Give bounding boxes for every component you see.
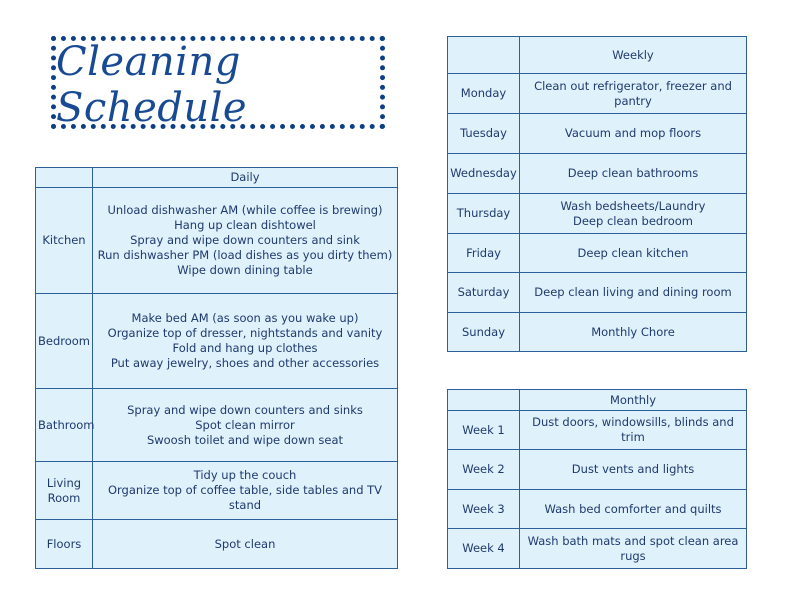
task-line: Tidy up the couch — [193, 468, 297, 482]
week-label: Week 2 — [448, 450, 520, 490]
week-label: Week 1 — [448, 411, 520, 450]
monthly-row — [448, 529, 747, 569]
weekly-task — [520, 273, 747, 313]
task-line: Unload dishwasher AM (while coffee is brewing) — [107, 203, 383, 217]
task-line: Wipe down dining table — [177, 263, 313, 277]
weekday-label: Wednesday — [448, 154, 520, 194]
monthly-task — [520, 490, 747, 529]
task-line: Swoosh toilet and wipe down seat — [146, 432, 344, 447]
task-line: Spot clean — [214, 536, 276, 551]
weekly-task — [520, 234, 747, 273]
week-label: Week 4 — [448, 529, 520, 569]
label-line: Kitchen — [42, 233, 86, 247]
weekly-header-blank — [448, 37, 520, 74]
daily-room-label — [36, 188, 93, 294]
monthly-task — [520, 529, 747, 569]
monthly-header: Monthly — [520, 390, 747, 411]
task-line: Clean out refrigerator, freezer and pantry — [534, 78, 732, 108]
task-line: Deep clean bathrooms — [567, 166, 699, 180]
task-line: Fold and hang up clothes — [172, 341, 318, 355]
task-line: Make bed AM (as soon as you wake up) — [131, 311, 359, 325]
task-line: Spray and wipe down counters and sinks — [127, 402, 363, 417]
daily-tasks — [93, 520, 398, 569]
monthly-row — [448, 411, 747, 450]
task-line: Deep clean kitchen — [577, 245, 689, 260]
task-line: Deep clean bedroom — [573, 213, 693, 228]
daily-row — [36, 294, 398, 389]
monthly-header-blank — [448, 390, 520, 411]
task-line: Run dishwasher PM (load dishes as you dirty them) — [97, 248, 393, 262]
daily-tasks — [93, 389, 398, 462]
task-line: Dust doors, windowsills, blinds and trim — [532, 415, 734, 444]
daily-room-label — [36, 520, 93, 569]
weekday-label: Sunday — [448, 313, 520, 352]
title-frame — [51, 36, 385, 129]
page-title: Cleaning Schedule — [56, 38, 248, 131]
daily-room-label — [36, 462, 93, 520]
weekly-task — [520, 154, 747, 194]
label-line: Living — [46, 475, 82, 490]
task-line: Wash bed comforter and quilts — [544, 501, 722, 516]
task-line: Put away jewelry, shoes and other accessories — [110, 356, 380, 370]
monthly-row — [448, 450, 747, 490]
task-line: Dust vents and lights — [571, 462, 695, 476]
weekly-row — [448, 194, 747, 234]
weekday-label: Tuesday — [448, 114, 520, 154]
daily-header: Daily — [93, 168, 398, 188]
daily-tasks — [93, 188, 398, 294]
weekly-row — [448, 273, 747, 313]
monthly-header-row — [448, 390, 747, 411]
weekly-row — [448, 313, 747, 352]
weekly-row — [448, 234, 747, 273]
daily-room-label — [36, 389, 93, 462]
daily-header-row — [36, 168, 398, 188]
daily-tasks — [93, 462, 398, 520]
daily-row — [36, 462, 398, 520]
week-label: Week 3 — [448, 490, 520, 529]
label-line: Bathroom — [38, 417, 95, 432]
task-line: Spray and wipe down counters and sink — [130, 233, 360, 247]
monthly-table — [447, 389, 747, 569]
daily-header-blank — [36, 168, 93, 188]
weekday-label: Thursday — [448, 194, 520, 234]
weekly-header: Weekly — [520, 37, 747, 74]
task-line: Deep clean living and dining room — [534, 285, 732, 299]
task-line: Wash bath mats and spot clean area rugs — [527, 533, 739, 563]
weekly-header-row — [448, 37, 747, 74]
weekly-row — [448, 114, 747, 154]
daily-tasks — [93, 294, 398, 389]
daily-row — [36, 188, 398, 294]
weekday-label: Saturday — [448, 273, 520, 313]
weekly-task — [520, 114, 747, 154]
label-line: Floors — [46, 536, 82, 551]
weekday-label: Friday — [448, 234, 520, 273]
weekly-row — [448, 154, 747, 194]
daily-row — [36, 389, 398, 462]
weekday-label: Monday — [448, 74, 520, 114]
weekly-task — [520, 313, 747, 352]
label-line: Bedroom — [38, 333, 91, 348]
monthly-row — [448, 490, 747, 529]
daily-table — [35, 167, 398, 569]
task-line: Organize top of coffee table, side tables and TV stand — [107, 483, 383, 512]
task-line: Monthly Chore — [591, 324, 675, 339]
daily-room-label — [36, 294, 93, 389]
weekly-row — [448, 74, 747, 114]
weekly-table — [447, 36, 747, 352]
monthly-task — [520, 411, 747, 450]
task-line: Vacuum and mop floors — [564, 126, 702, 140]
task-line: Hang up clean dishtowel — [174, 218, 316, 232]
weekly-task — [520, 194, 747, 234]
monthly-task — [520, 450, 747, 490]
task-line: Spot clean mirror — [195, 417, 295, 432]
label-line: Room — [47, 490, 81, 505]
task-line: Wash bedsheets/Laundry — [560, 198, 706, 213]
daily-row — [36, 520, 398, 569]
weekly-task — [520, 74, 747, 114]
task-line: Organize top of dresser, nightstands and vanity — [107, 326, 383, 340]
